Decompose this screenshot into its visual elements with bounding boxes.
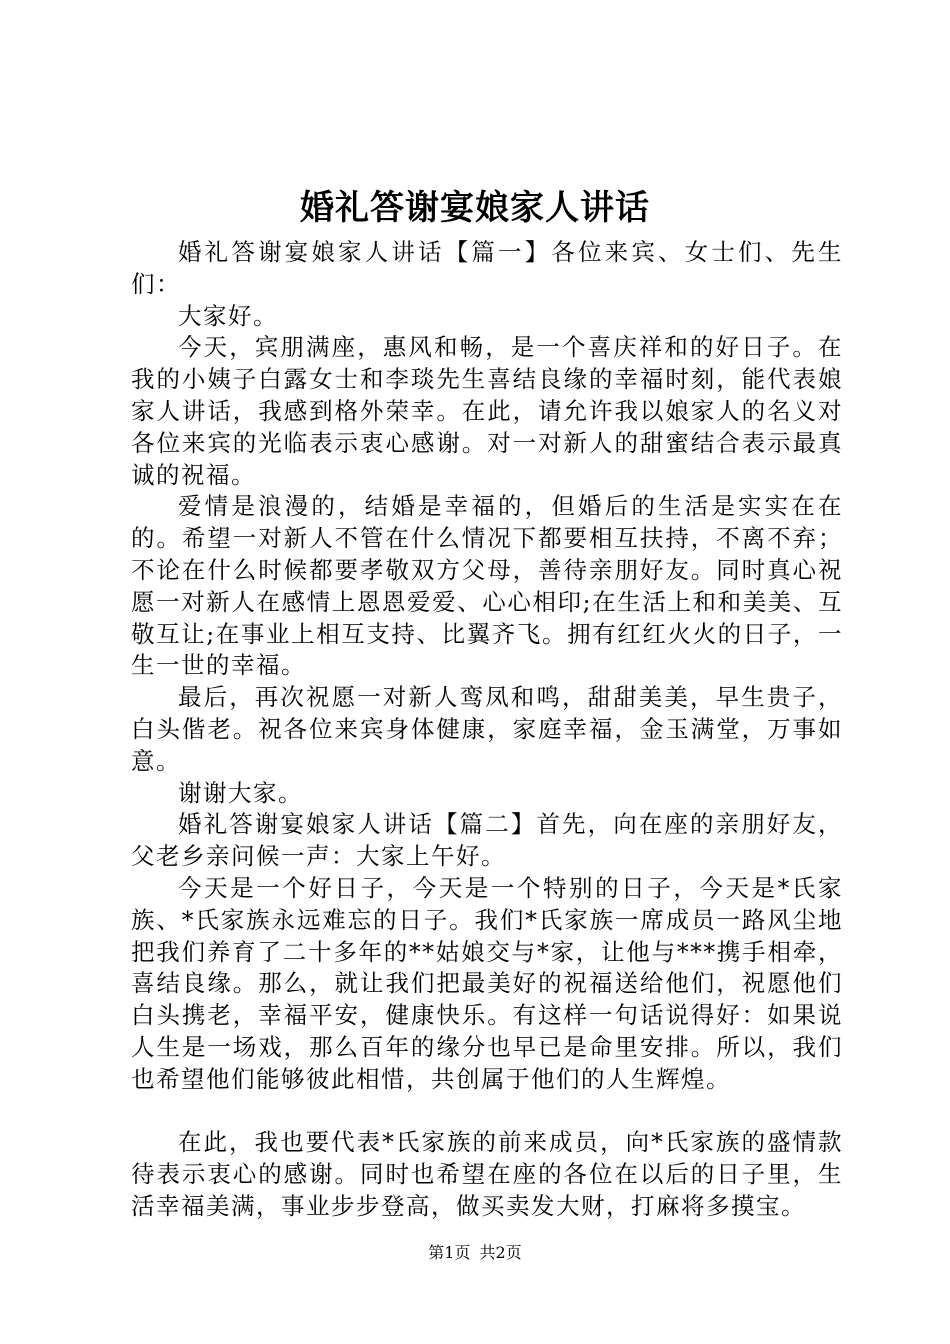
paragraph: 爱情是浪漫的，结婚是幸福的，但婚后的生活是实实在在的。希望一对新人不管在什么情况下都要相互扶持，不离不弃；不论在什么时候都要孝敬双方父母，善待亲朋好友。同时真心祝愿一对新人在感情上恩恩爱爱、心心相印;在生活上和和美美、互敬互让;在事业上相互支持、比翼齐飞。拥有红红火火的日子，一生一世的幸福。 bbox=[131, 492, 843, 680]
paragraph: 今天，宾朋满座，惠风和畅，是一个喜庆祥和的好日子。在我的小姨子白露女士和李琰先生喜结良缘的幸福时刻，能代表娘家人讲话，我感到格外荣幸。在此，请允许我以娘家人的名义对各位来宾的光临表示衷心感谢。对一对新人的甜蜜结合表示最真诚的祝福。 bbox=[131, 333, 843, 489]
paragraph: 大家好。 bbox=[178, 301, 278, 330]
paragraph: 在此，我也要代表*氏家族的前来成员，向*氏家族的盛情款待表示衷心的感谢。同时也希望在座的各位在以后的日子里，生活幸福美满，事业步步登高，做买卖发大财，打麻将多摸宝。 bbox=[131, 1128, 843, 1220]
page-number: 第1页 bbox=[428, 1243, 471, 1262]
page-footer bbox=[0, 1242, 950, 1264]
paragraph: 婚礼答谢宴娘家人讲话【篇二】首先，向在座的亲朋好友，父老乡亲问候一声：大家上午好。 bbox=[131, 810, 843, 871]
paragraph: 最后，再次祝愿一对新人鸾凤和鸣，甜甜美美，早生贵子，白头偕老。祝各位来宾身体健康，家庭幸福，金玉满堂，万事如意。 bbox=[131, 683, 843, 775]
document-title: 婚礼答谢宴娘家人讲话 bbox=[300, 188, 650, 228]
paragraph: 今天是一个好日子，今天是一个特别的日子，今天是*氏家族、*氏家族永远难忘的日子。我们*氏家族一席成员一路风尘地把我们养育了二十多年的**姑娘交与*家，让他与***携手相牵，喜结良缘。那么，就让我们把最美好的祝福送给他们，祝愿他们白头携老，幸福平安，健康快乐。有这样一句话说得好：如果说人生是一场戏，那么百年的缘分也早已是命里安排。所以，我们也希望他们能够彼此相惜，共创属于他们的人生辉煌。 bbox=[131, 873, 843, 1093]
document-body bbox=[131, 237, 843, 1223]
paragraph: 婚礼答谢宴娘家人讲话【篇一】各位来宾、女士们、先生们： bbox=[131, 238, 843, 298]
paragraph: 谢谢大家。 bbox=[178, 778, 303, 807]
page-total: 共2页 bbox=[479, 1243, 522, 1262]
